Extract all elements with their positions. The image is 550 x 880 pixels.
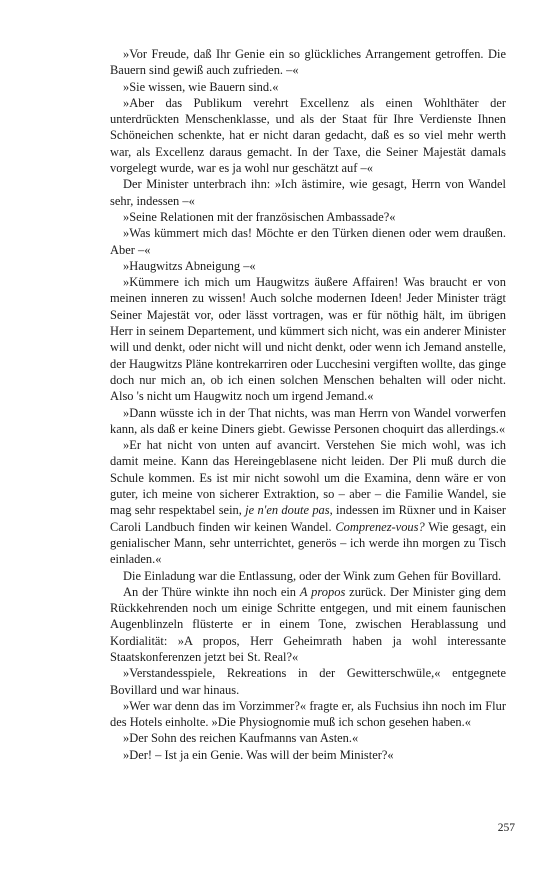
page-number: 257: [497, 822, 515, 834]
paragraph: »Haugwitzs Abneigung –«: [123, 258, 256, 273]
paragraph: »Der Sohn des reichen Kaufmanns van Asten.«: [123, 731, 359, 746]
book-page-text: [110, 46, 506, 763]
paragraph: An der Thüre winkte ihn noch ein A propos zurück. Der Minister ging dem Rückkehrenden noch um einige Schritte entgegen, und mit einem faunischen Augenblinzeln flüsterte er in einem Tone, zwischen Herablassung und Kordialität: »A propos, Herr Geheimrath haben ja wohl interessante Staatskonferenzen jetzt bei St. Real?«: [110, 584, 507, 664]
paragraph: Die Einladung war die Entlassung, oder der Wink zum Gehen für Bovillard.: [123, 568, 502, 583]
paragraph: »Wer war denn das im Vorzimmer?« fragte er, als Fuchsius ihn noch im Flur des Hotels einholte. »Die Physiognomie muß ich schon gesehen haben.«: [110, 698, 506, 730]
paragraph: »Er hat nicht von unten auf avancirt. Verstehen Sie mich wohl, was ich damit meine. Kann das Hereingeblasene nicht leiden. Der Pli muß durch die Schule kommen. Es ist mir nicht sowohl um die Examina, denn wäre er von guter, ich meine von sicherer Extraktion, so – aber – die Familie Wandel, sie mag sehr respektabel sein, je n'en doute pas, indessen im Rüxner und in Kaiser Caroli Landbuch finden wir keinen Wandel. Comprenez-vous? Wie gesagt, ein genialischer Mann, sehr unterrichtet, generös – ich werde ihn morgen zu Tisch einladen.«: [110, 438, 506, 567]
paragraph: »Vor Freude, daß Ihr Genie ein so glückliches Arrangement getroffen. Die Bauern sind gewiß auch zufrieden. –«: [110, 47, 506, 78]
paragraph: »Seine Relationen mit der französischen Ambassade?«: [123, 209, 396, 224]
italic-phrase: A propos: [299, 584, 346, 599]
paragraph: »Der! – Ist ja ein Genie. Was will der beim Minister?«: [123, 747, 394, 762]
paragraph: »Aber das Publikum verehrt Excellenz als einen Wohlthäter der unterdrückten Menschenklasse, und als der Staat für Ihre Verdienste Ihnen Schöneichen schenkte, hat er nicht daran gedacht, daß es so viel mehr werth war, als Excellenz daraus gemacht. In der Taxe, die Seiner Majestät damals vorgelegt wurde, war es ja wohl nur geschätzt auf –«: [110, 95, 506, 176]
paragraph: »Dann wüsste ich in der That nichts, was man Herrn von Wandel vorwerfen kann, als daß er keine Diners giebt. Gewisse Personen choquirt das allerdings.«: [110, 405, 506, 436]
paragraph: »Kümmere ich mich um Haugwitzs äußere Affairen! Was braucht er von meinen inneren zu wissen! Auch solche modernen Ideen! Jeder Minister trägt Seiner Majestät vor, oder lässt vortragen, was er für nöthig hält, im übrigen Herr in seinem Departement, und kümmert sich nicht, was ein anderer Minister will und denkt, oder nicht will und nicht denkt, oder wenn ich Jemand anstelle, der Haugwitzs Pläne kontrekarriren oder Lucchesini vergiften wollte, das ginge doch nur mich an, ob ich einen solchen Menschen behalten will oder nicht. Also 's nicht um Haugwitz noch um irgend Jemand.«: [110, 275, 506, 404]
paragraph: »Was kümmert mich das! Möchte er den Türken dienen oder wem draußen. Aber –«: [110, 226, 506, 257]
paragraph: Der Minister unterbrach ihn: »Ich ästimire, wie gesagt, Herrn von Wandel sehr, indessen –«: [110, 177, 506, 208]
paragraph: »Verstandesspiele, Rekreations in der Gewitterschwüle,« entgegnete Bovillard und war hinaus.: [110, 666, 506, 697]
italic-phrase: Comprenez-vous?: [335, 519, 425, 534]
italic-phrase: je n'en doute pas: [245, 503, 330, 518]
paragraph: »Sie wissen, wie Bauern sind.«: [123, 79, 279, 94]
